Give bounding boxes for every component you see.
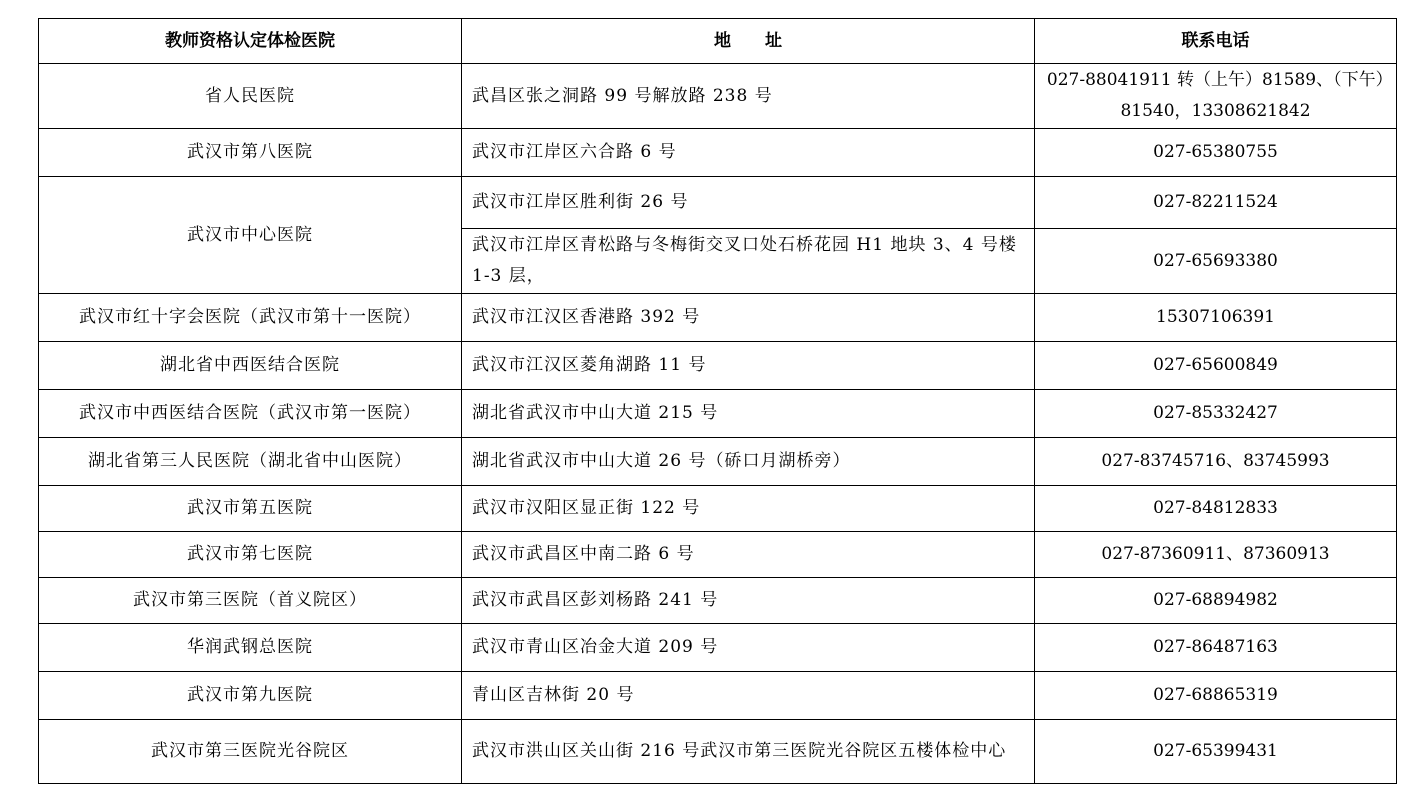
hospital-phone: 027-65693380 [1035, 229, 1397, 294]
hospital-name: 湖北省第三人民医院（湖北省中山医院） [39, 438, 462, 486]
hospital-phone: 027-84812833 [1035, 486, 1397, 532]
hospital-address: 武汉市汉阳区显正街 122 号 [462, 486, 1035, 532]
hospital-phone: 027-68865319 [1035, 672, 1397, 720]
hospital-phone: 027-83745716、83745993 [1035, 438, 1397, 486]
header-row [39, 19, 1397, 64]
hospital-address: 武汉市武昌区中南二路 6 号 [462, 532, 1035, 578]
hospital-name: 武汉市第九医院 [39, 672, 462, 720]
hospital-name: 省人民医院 [39, 64, 462, 129]
header-address: 地 址 [462, 19, 1035, 64]
hospital-phone: 027-65399431 [1035, 720, 1397, 784]
table-row [39, 294, 1397, 342]
hospital-name: 华润武钢总医院 [39, 624, 462, 672]
hospital-address: 武汉市江岸区胜利街 26 号 [462, 177, 1035, 229]
table-row [39, 129, 1397, 177]
hospital-name: 武汉市第七医院 [39, 532, 462, 578]
hospital-phone: 15307106391 [1035, 294, 1397, 342]
hospital-address: 武昌区张之洞路 99 号解放路 238 号 [462, 64, 1035, 129]
hospital-phone: 027-88041911 转（上午）81589、（下午）81540，13308621842 [1035, 64, 1397, 129]
header-hospital: 教师资格认定体检医院 [39, 19, 462, 64]
hospital-address: 湖北省武汉市中山大道 26 号（硚口月湖桥旁） [462, 438, 1035, 486]
table-row [39, 672, 1397, 720]
hospital-address: 青山区吉林街 20 号 [462, 672, 1035, 720]
table-row [39, 486, 1397, 532]
hospital-name: 武汉市红十字会医院（武汉市第十一医院） [39, 294, 462, 342]
hospital-name: 武汉市第三医院光谷院区 [39, 720, 462, 784]
header-phone: 联系电话 [1035, 19, 1397, 64]
hospital-name: 武汉市第五医院 [39, 486, 462, 532]
hospital-phone: 027-65380755 [1035, 129, 1397, 177]
hospital-name: 武汉市第三医院（首义院区） [39, 578, 462, 624]
hospital-address: 武汉市江岸区六合路 6 号 [462, 129, 1035, 177]
hospital-name: 武汉市中西医结合医院（武汉市第一医院） [39, 390, 462, 438]
hospital-phone: 027-86487163 [1035, 624, 1397, 672]
hospital-address: 武汉市武昌区彭刘杨路 241 号 [462, 578, 1035, 624]
table-row [39, 532, 1397, 578]
hospital-phone: 027-65600849 [1035, 342, 1397, 390]
hospital-address: 武汉市江岸区青松路与冬梅街交叉口处石桥花园 H1 地块 3、4 号楼 1-3 层， [462, 229, 1035, 294]
table-row [39, 64, 1397, 129]
table-row [39, 177, 1397, 229]
hospital-address: 武汉市青山区冶金大道 209 号 [462, 624, 1035, 672]
hospital-name: 武汉市中心医院 [39, 177, 462, 294]
table-row [39, 720, 1397, 784]
hospital-table [38, 18, 1397, 784]
hospital-phone: 027-68894982 [1035, 578, 1397, 624]
hospital-address: 武汉市江汉区菱角湖路 11 号 [462, 342, 1035, 390]
hospital-phone: 027-82211524 [1035, 177, 1397, 229]
table-row [39, 342, 1397, 390]
hospital-name: 武汉市第八医院 [39, 129, 462, 177]
table-row [39, 438, 1397, 486]
hospital-name: 湖北省中西医结合医院 [39, 342, 462, 390]
hospital-phone: 027-87360911、87360913 [1035, 532, 1397, 578]
hospital-address: 湖北省武汉市中山大道 215 号 [462, 390, 1035, 438]
hospital-address: 武汉市江汉区香港路 392 号 [462, 294, 1035, 342]
table-row [39, 578, 1397, 624]
hospital-address: 武汉市洪山区关山街 216 号武汉市第三医院光谷院区五楼体检中心 [462, 720, 1035, 784]
table-row [39, 390, 1397, 438]
hospital-phone: 027-85332427 [1035, 390, 1397, 438]
table-row [39, 624, 1397, 672]
